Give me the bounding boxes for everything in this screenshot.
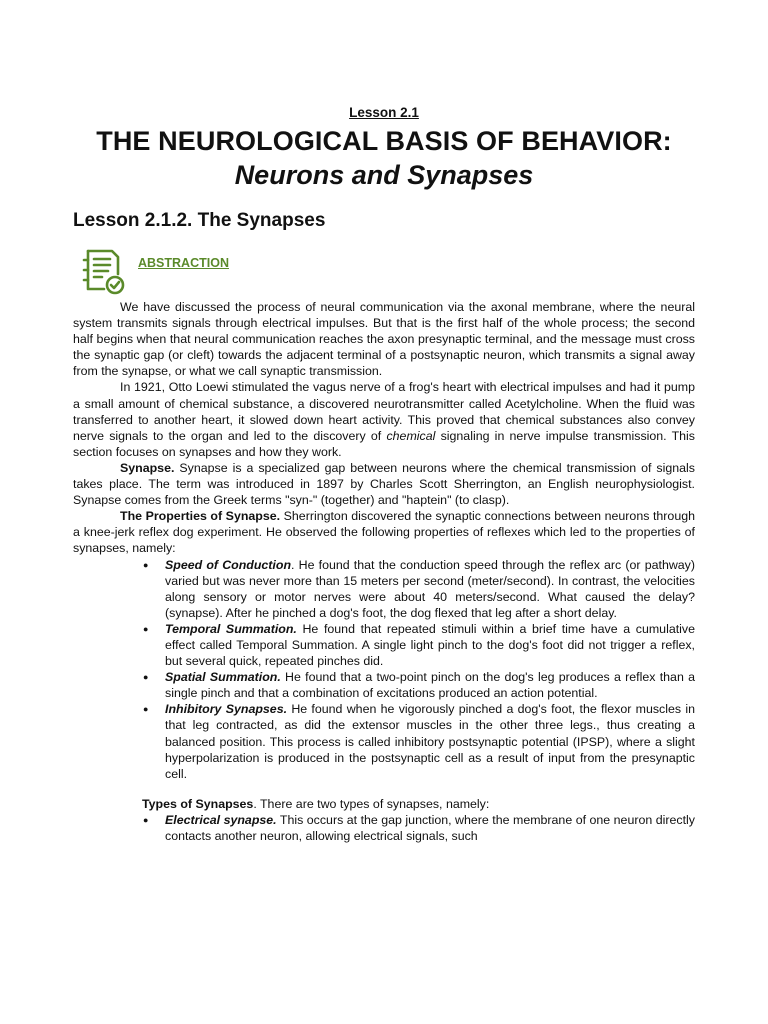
- document-check-icon: [80, 248, 130, 298]
- properties-list: [73, 557, 695, 782]
- list-item: ● Temporal Summation. He found that repeated stimuli within a brief time have a cumulative effect called Temporal Summation. A single light pinch to the dog's foot did not trigger a reflex, but several quick, repeated pinches did.: [165, 621, 695, 669]
- list-item: ● Electrical synapse. This occurs at the gap junction, where the membrane of one neuron directly contacts another neuron, allowing electrical signals, such: [165, 812, 695, 844]
- body-text: [73, 300, 695, 844]
- term-synapse: Synapse.: [120, 460, 175, 475]
- paragraph-types: Types of Synapses. There are two types of synapses, namely:: [142, 796, 490, 811]
- term-types: Types of Synapses: [142, 796, 254, 811]
- section-title: Lesson 2.1.2. The Synapses: [73, 210, 326, 231]
- paragraph-properties: The Properties of Synapse. Sherrington discovered the synaptic connections between neurons through a knee-jerk reflex dog experiment. He observed the following properties of reflexes which led to the properties of synapses, namely:: [73, 509, 695, 556]
- emphasis-chemical: chemical: [386, 428, 436, 443]
- lesson-label: Lesson 2.1: [349, 105, 419, 120]
- list-item: ● Speed of Conduction. He found that the conduction speed through the reflex arc (or pathway) varied but was never more than 15 meters per second (meter/second). In contrast, the velocities along sensory or motor nerves were about 40 meters/second. What caused the delay? (synapse). After he pinched a dog's foot, the dog flexed that leg after a short delay.: [165, 557, 695, 621]
- page-subtitle: Neurons and Synapses: [234, 160, 534, 190]
- abstraction-label: ABSTRACTION: [138, 256, 229, 270]
- term-properties: The Properties of Synapse.: [120, 509, 281, 524]
- paragraph-intro: We have discussed the process of neural communication via the axonal membrane, where the neural system transmits signals through electrical impulses. But that is the first half of the whole process; the second half begins when that neural communication reaches the axon presynaptic terminal, and the message must cross the synaptic gap (or cleft) towards the adjacent terminal of a postsynaptic neuron, which transmits a signal away from the synapse, or what we call synaptic transmission.: [73, 300, 695, 379]
- paragraph-synapse: Synapse. Synapse is a specialized gap between neurons where the chemical transmission of signals takes place. The term was introduced in 1897 by Charles Scott Sherrington, an English neurophysiologist. Synapse comes from the Greek terms "syn-" (together) and "haptein" (to clasp).: [73, 460, 695, 508]
- list-item: ● Spatial Summation. He found that a two-point pinch on the dog's leg produces a reflex than a single pinch and that a combination of excitations produced an action potential.: [165, 669, 695, 701]
- page-title: THE NEUROLOGICAL BASIS OF BEHAVIOR:: [96, 126, 672, 156]
- paragraph-loewi: In 1921, Otto Loewi stimulated the vagus nerve of a frog's heart with electrical impulses and had it pump a small amount of chemical substance, a discovered neurotransmitter called Acetylcholine. When the fluid was transferred to another heart, it slowed down heart activity. This proved that chemical substances also convey nerve signals to the organ and led to the discovery of chemical signaling in nerve impulse transmission. This section focuses on synapses and how they work.: [73, 380, 695, 459]
- list-item: ● Inhibitory Synapses. He found when he vigorously pinched a dog's foot, the flexor muscles in that leg contracted, as did the extensor muscles in the other three legs., thus creating a balanced position. This process is called inhibitory postsynaptic potential (IPSP), where a slight hyperpolarization is produced in the postsynaptic cell as a result of input from the presynaptic cell.: [165, 701, 695, 781]
- types-list: [73, 812, 695, 844]
